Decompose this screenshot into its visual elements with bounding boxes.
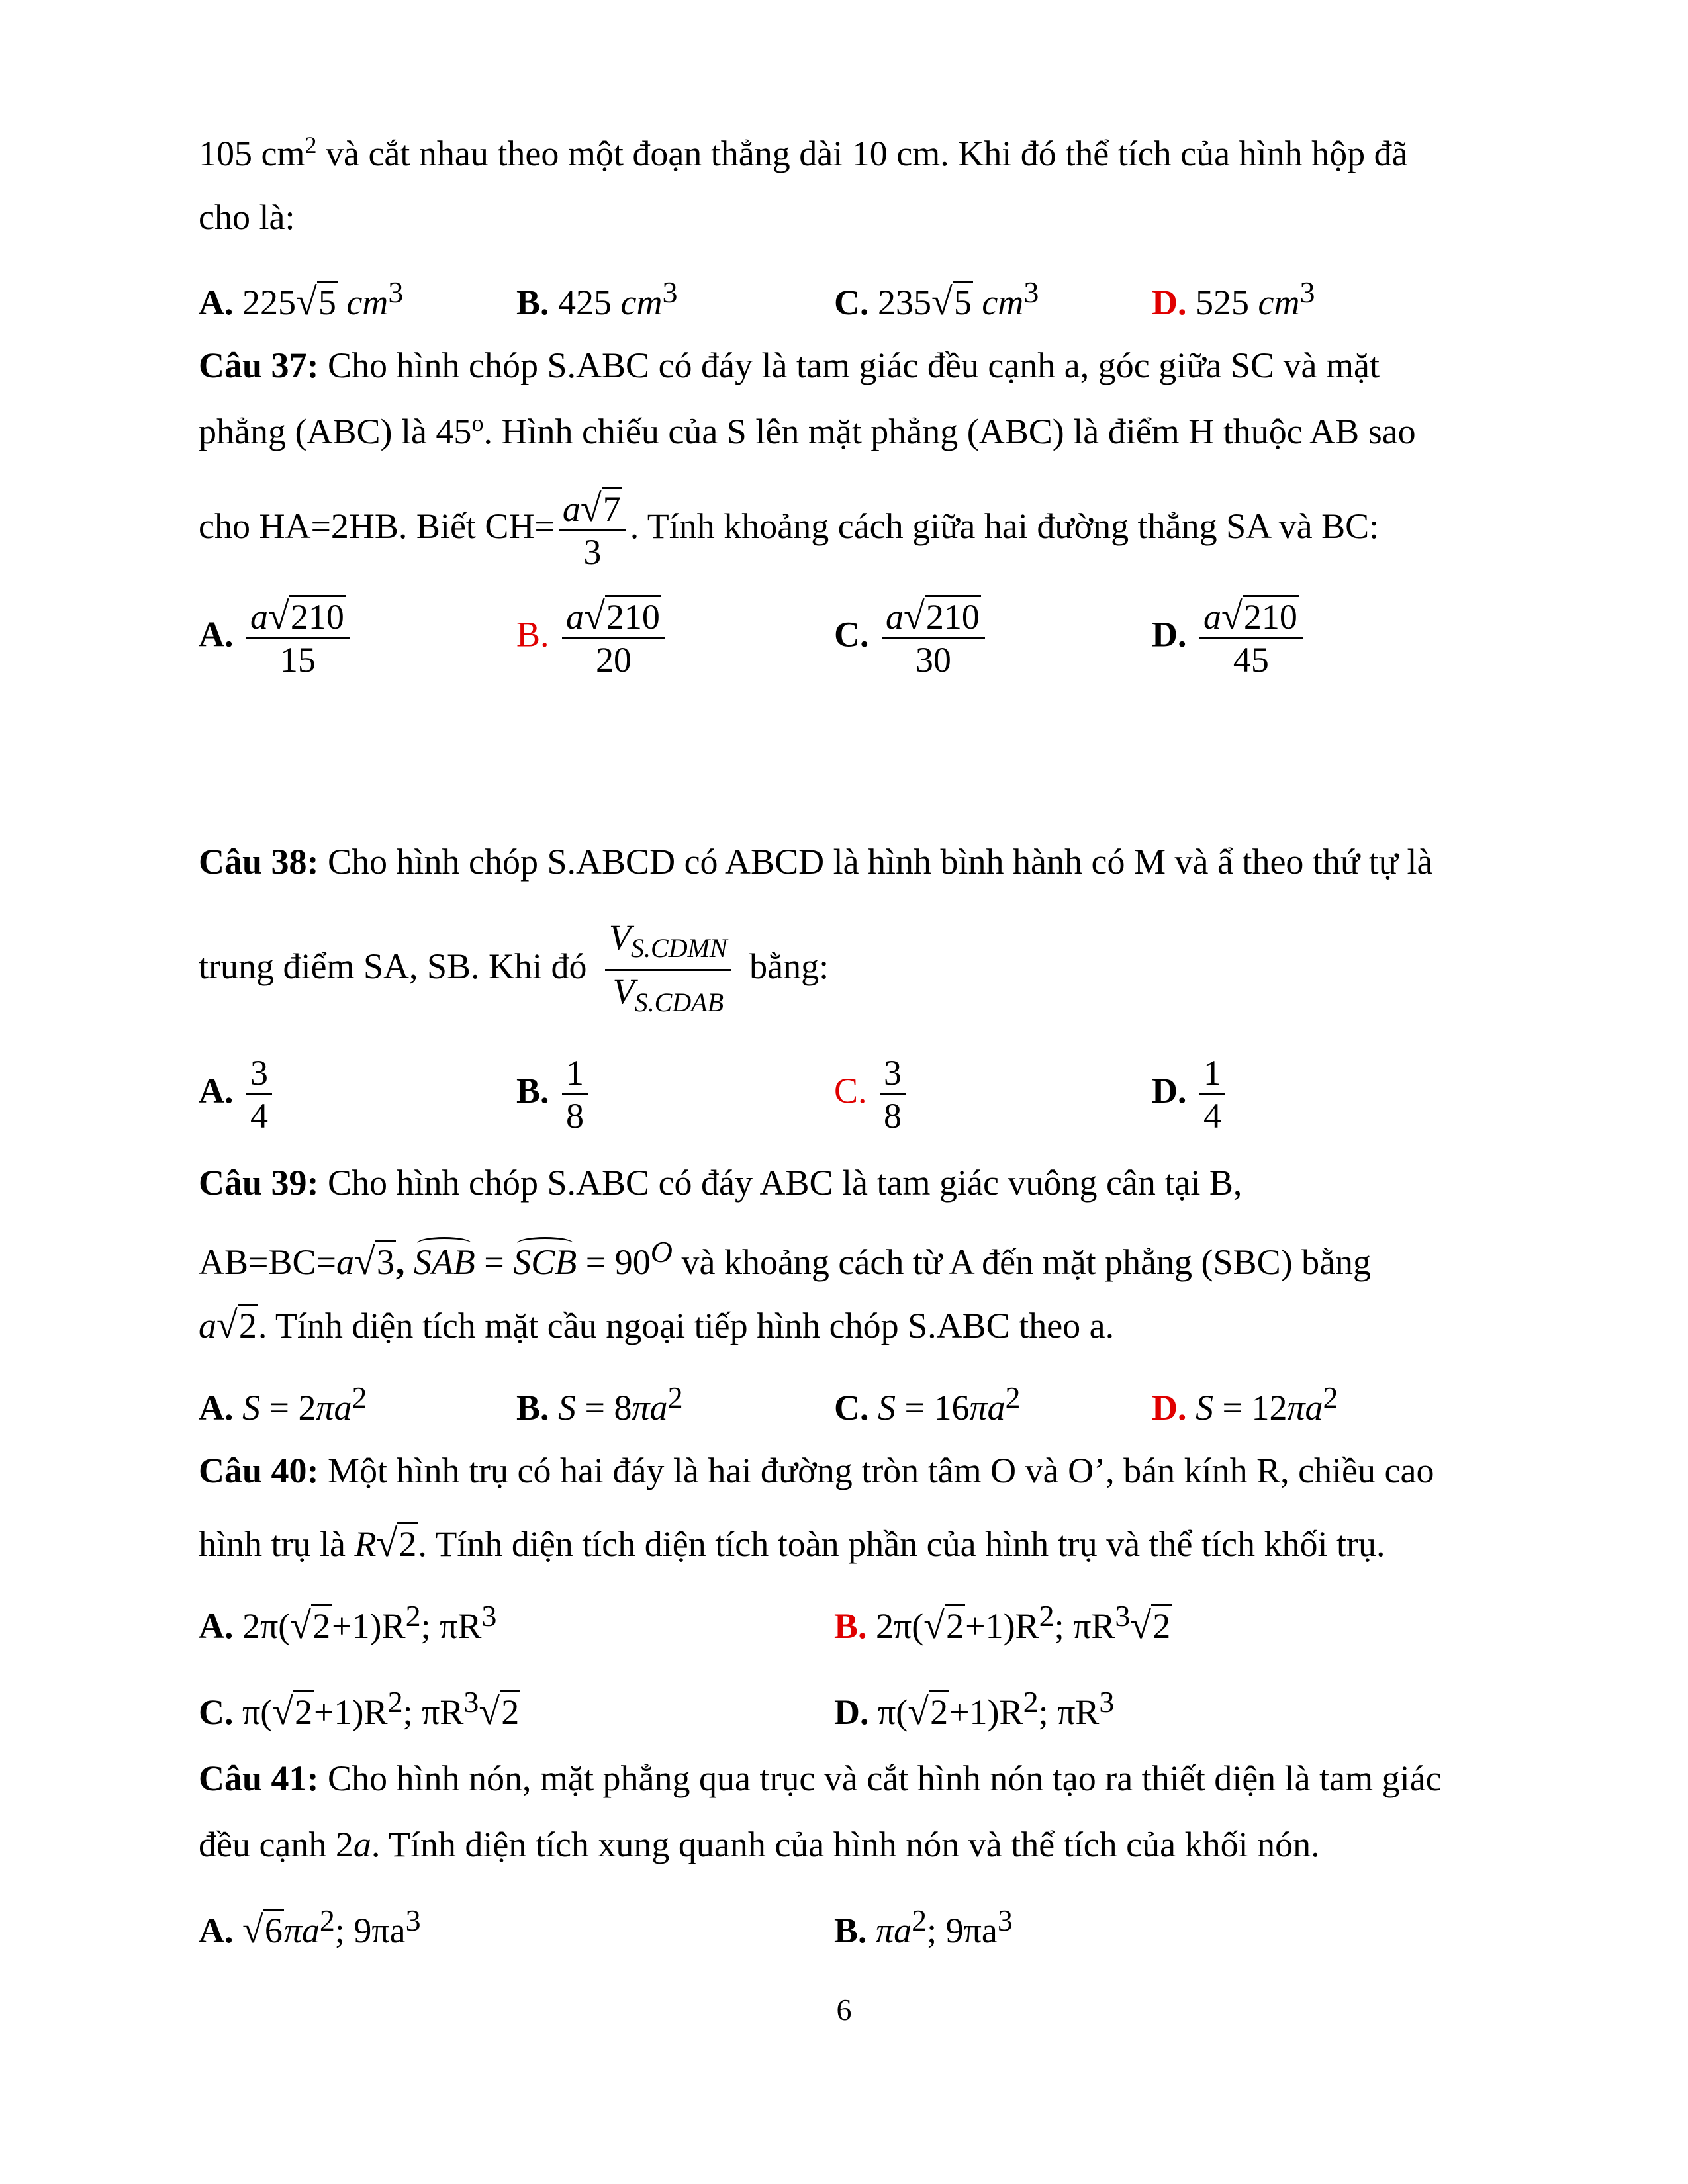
q37-option-c: C. $\frac{a√210}{30}$ bbox=[834, 596, 989, 680]
numerator: 3 bbox=[246, 1052, 272, 1095]
variable: S bbox=[558, 1388, 577, 1428]
option-label-correct: D. bbox=[1152, 1388, 1187, 1428]
question-text: . Tính diện tích xung quanh của hình nón và thể tích của khối nón. bbox=[371, 1825, 1320, 1864]
question-text: hình trụ là bbox=[199, 1524, 355, 1564]
expression: +1)R bbox=[965, 1606, 1039, 1646]
question-text: đều cạnh 2 bbox=[199, 1825, 353, 1864]
option-label: A. bbox=[199, 1606, 234, 1646]
option-label: C. bbox=[834, 614, 869, 655]
page-number: 6 bbox=[836, 1993, 852, 2026]
option-label: A. bbox=[199, 1070, 234, 1111]
option-label: A. bbox=[199, 614, 234, 655]
q36-option-d bbox=[1152, 271, 1315, 324]
denominator: 45 bbox=[1233, 640, 1269, 680]
radicand: 210 bbox=[1243, 595, 1299, 637]
option-value: 235 bbox=[878, 283, 931, 322]
option-label: B. bbox=[516, 1070, 549, 1111]
q38-option-b bbox=[516, 1052, 592, 1136]
q39-line-2: AB=BC=a√3, SAB = SCB = 90O và khoảng cách từ A đến mặt phẳng (SBC) bằng bbox=[199, 1235, 1372, 1283]
coefficient: 12 bbox=[1251, 1388, 1288, 1428]
exponent: 3 bbox=[1299, 275, 1315, 309]
option-value: 225 bbox=[242, 283, 296, 322]
exponent: 2 bbox=[1005, 1381, 1021, 1414]
question-text: AB=BC= bbox=[199, 1242, 336, 1282]
numerator: 1 bbox=[1199, 1052, 1225, 1095]
radicand: 2 bbox=[500, 1690, 520, 1732]
expression: ; πR bbox=[1054, 1606, 1115, 1646]
variable: a bbox=[250, 597, 268, 637]
exponent: 3 bbox=[388, 275, 404, 309]
option-label: C. bbox=[199, 1692, 234, 1732]
option-label-correct: B. bbox=[516, 614, 549, 655]
radicand: 2 bbox=[945, 1604, 965, 1646]
radicand: 210 bbox=[289, 595, 346, 637]
subscript: S.CDAB bbox=[634, 987, 724, 1017]
angle-sab: SAB bbox=[413, 1242, 475, 1282]
punctuation: , bbox=[395, 1242, 405, 1282]
radicand: 2 bbox=[311, 1604, 332, 1646]
exponent: 3 bbox=[463, 1685, 479, 1719]
question-text: Cho hình chóp S.ABC có đáy là tam giác đều cạnh a, góc giữa SC và mặt bbox=[318, 345, 1380, 385]
radicand: 2 bbox=[1151, 1604, 1172, 1646]
expression: ; 9πa bbox=[334, 1911, 406, 1950]
option-label-correct: D. bbox=[1152, 283, 1187, 322]
expression: +1)R bbox=[332, 1606, 406, 1646]
q39-option-a: A. S = 2πa2 bbox=[199, 1381, 367, 1428]
exponent: 3 bbox=[662, 275, 678, 309]
q37-line-3 bbox=[199, 477, 1536, 576]
variable: V bbox=[612, 972, 635, 1012]
radical: √5 bbox=[296, 280, 336, 323]
exponent: 2 bbox=[319, 1903, 335, 1937]
option-label: A. bbox=[199, 1911, 234, 1950]
denominator: 20 bbox=[595, 640, 632, 680]
question-text: phẳng (ABC) là 45 bbox=[199, 412, 472, 451]
coefficient: 16 bbox=[933, 1388, 970, 1428]
option-label: B. bbox=[834, 1911, 867, 1950]
question-text: bằng: bbox=[749, 946, 829, 986]
expression: +1)R bbox=[314, 1692, 388, 1732]
intro-text: cho là: bbox=[199, 197, 295, 237]
q40-option-d: D. π(√2+1)R2; πR3 bbox=[834, 1685, 1115, 1733]
radical: √5 bbox=[931, 280, 972, 323]
option-label: D. bbox=[1152, 1070, 1187, 1111]
q39-option-b: B. S = 8πa2 bbox=[516, 1381, 683, 1428]
question-text: . Hình chiếu của S lên mặt phẳng (ABC) là điểm H thuộc AB sao bbox=[483, 412, 1416, 451]
unit: cm bbox=[620, 283, 663, 322]
q37-option-d: D. $\frac{a√210}{45}$ bbox=[1152, 596, 1307, 680]
q38-option-d bbox=[1152, 1052, 1229, 1136]
expression: π( bbox=[242, 1692, 273, 1732]
ch-fraction: $\frac{a√7}{3}$ bbox=[559, 488, 626, 572]
radicand: 3 bbox=[375, 1240, 396, 1282]
expression: πa bbox=[283, 1911, 320, 1950]
coefficient: 8 bbox=[614, 1388, 632, 1428]
degree-superscript: o bbox=[471, 410, 484, 436]
question-text: . Tính diện tích diện tích toàn phần của hình trụ và thể tích khối trụ. bbox=[418, 1524, 1385, 1564]
option-label: C. bbox=[834, 283, 869, 322]
q37-option-a: A. $\frac{a√210}{15}$ bbox=[199, 596, 353, 680]
numerator: 3 bbox=[880, 1052, 906, 1095]
variable: S bbox=[878, 1388, 896, 1428]
expression: ; 9πa bbox=[927, 1911, 998, 1950]
q39-line-1 bbox=[199, 1161, 1536, 1204]
q36-option-a bbox=[199, 271, 403, 324]
exponent: 2 bbox=[667, 1381, 683, 1414]
denominator: 4 bbox=[250, 1096, 268, 1136]
q39-option-c: C. S = 16πa2 bbox=[834, 1381, 1021, 1428]
subscript: S.CDMN bbox=[631, 933, 727, 964]
unit: cm bbox=[346, 283, 389, 322]
option-label-correct: B. bbox=[834, 1606, 867, 1646]
question-text: Một hình trụ có hai đáy là hai đường tròn tâm O và O’, bán kính R, chiều cao bbox=[318, 1451, 1434, 1490]
intro-line-2 bbox=[199, 196, 1536, 238]
q37-option-b: B. $\frac{a√210}{20}$ bbox=[516, 596, 669, 680]
exponent: 2 bbox=[1023, 1685, 1039, 1719]
question-text: trung điểm SA, SB. Khi đó bbox=[199, 946, 587, 986]
denominator: 8 bbox=[566, 1096, 585, 1136]
denominator: 4 bbox=[1203, 1096, 1221, 1136]
option-label: B. bbox=[516, 1388, 549, 1428]
option-label: D. bbox=[834, 1692, 869, 1732]
expression: 2π( bbox=[876, 1606, 924, 1646]
radicand: 2 bbox=[293, 1690, 314, 1732]
q41-option-b bbox=[834, 1899, 1013, 1952]
exponent: 3 bbox=[1115, 1599, 1131, 1633]
q36-option-c bbox=[834, 271, 1039, 324]
unit: cm bbox=[982, 283, 1024, 322]
option-label: C. bbox=[834, 1388, 869, 1428]
expression: +1)R bbox=[949, 1692, 1023, 1732]
option-label: A. bbox=[199, 1388, 234, 1428]
radicand: 2 bbox=[929, 1690, 949, 1732]
question-number: Câu 41: bbox=[199, 1758, 319, 1798]
variable: a bbox=[199, 1306, 216, 1345]
coefficient: 2 bbox=[298, 1388, 316, 1428]
variable: a bbox=[1203, 597, 1221, 637]
expression: 2π( bbox=[242, 1606, 291, 1646]
degree-superscript: O bbox=[650, 1235, 673, 1269]
q40-line-1 bbox=[199, 1449, 1536, 1492]
question-text: . Tính diện tích mặt cầu ngoại tiếp hình chóp S.ABC theo a. bbox=[258, 1306, 1115, 1345]
q40-option-a: A. 2π(√2+1)R2; πR3 bbox=[199, 1599, 497, 1647]
question-number: Câu 37: bbox=[199, 345, 319, 385]
intro-text: và cắt nhau theo một đoạn thẳng dài 10 cm. Khi đó thể tích của hình hộp đã bbox=[316, 134, 1408, 173]
question-text: Cho hình chóp S.ABCD có ABCD là hình bình hành có M và ẩ theo thứ tự là bbox=[318, 842, 1433, 882]
exponent: 2 bbox=[387, 1685, 403, 1719]
option-label: B. bbox=[516, 283, 549, 322]
q39-line-3: a√2. Tính diện tích mặt cầu ngoại tiếp hình chóp S.ABC theo a. bbox=[199, 1303, 1115, 1346]
radicand: 6 bbox=[263, 1909, 284, 1950]
q38-line-1 bbox=[199, 841, 1536, 883]
radicand: 5 bbox=[317, 281, 338, 322]
option-value: 425 bbox=[558, 283, 612, 322]
variable: V bbox=[609, 917, 632, 958]
exponent: 3 bbox=[481, 1599, 497, 1633]
variable: a bbox=[336, 1242, 354, 1282]
q40-option-c: C. π(√2+1)R2; πR3√2 bbox=[199, 1685, 520, 1733]
question-number: Câu 38: bbox=[199, 842, 319, 882]
q41-line-1 bbox=[199, 1757, 1536, 1799]
equals-sign: = bbox=[484, 1242, 504, 1282]
volume-ratio bbox=[605, 917, 731, 1023]
variable: R bbox=[354, 1524, 377, 1564]
radicand: 210 bbox=[925, 595, 981, 637]
q38-option-c bbox=[834, 1052, 910, 1136]
question-text: Cho hình nón, mặt phẳng qua trục và cắt hình nón tạo ra thiết diện là tam giác bbox=[318, 1758, 1442, 1798]
option-label-correct: C. bbox=[834, 1070, 867, 1111]
question-number: Câu 40: bbox=[199, 1451, 319, 1490]
q37-line-2 bbox=[199, 410, 1536, 453]
unit: cm bbox=[1258, 283, 1300, 322]
intro-line-1 bbox=[199, 132, 1536, 175]
exponent: 3 bbox=[405, 1903, 421, 1937]
denominator: 15 bbox=[279, 640, 316, 680]
option-value: 525 bbox=[1196, 283, 1249, 322]
superscript: 2 bbox=[305, 132, 317, 158]
radicand: 210 bbox=[605, 595, 661, 637]
radicand: 7 bbox=[602, 487, 622, 529]
q38-option-a bbox=[199, 1052, 276, 1136]
expression: ; πR bbox=[402, 1692, 464, 1732]
question-text: và khoảng cách từ A đến mặt phẳng (SBC) bằng bbox=[672, 1242, 1372, 1282]
q38-line-2 bbox=[199, 907, 1536, 1026]
equals-sign: = bbox=[585, 1242, 606, 1282]
exponent: 2 bbox=[1323, 1381, 1338, 1414]
numerator: 1 bbox=[562, 1052, 588, 1095]
q41-option-a: A. √6πa2; 9πa3 bbox=[199, 1903, 421, 1951]
angle-value: 90 bbox=[614, 1242, 651, 1282]
expression: π( bbox=[878, 1692, 908, 1732]
q39-option-d: D. S = 12πa2 bbox=[1152, 1381, 1338, 1428]
exponent: 3 bbox=[1099, 1685, 1115, 1719]
expression: πa bbox=[876, 1911, 912, 1950]
exponent: 2 bbox=[405, 1599, 421, 1633]
exponent: 3 bbox=[997, 1903, 1013, 1937]
radicand: 5 bbox=[953, 281, 973, 322]
question-number: Câu 39: bbox=[199, 1163, 319, 1203]
variable: a bbox=[566, 597, 585, 637]
angle-scb: SCB bbox=[513, 1242, 577, 1282]
q37-line-1 bbox=[199, 344, 1536, 387]
denominator: 3 bbox=[583, 531, 602, 572]
denominator: 8 bbox=[884, 1096, 902, 1136]
variable: a bbox=[353, 1825, 371, 1864]
intro-text: 105 cm bbox=[199, 134, 305, 173]
variable: a bbox=[886, 597, 904, 637]
radicand: 2 bbox=[397, 1522, 418, 1564]
expression: ; πR bbox=[420, 1606, 482, 1646]
exponent: 3 bbox=[1023, 275, 1039, 309]
radicand: 2 bbox=[238, 1304, 258, 1345]
q40-option-b: B. 2π(√2+1)R2; πR3√2 bbox=[834, 1599, 1171, 1647]
variable: S bbox=[242, 1388, 260, 1428]
expression: ; πR bbox=[1038, 1692, 1100, 1732]
question-text: Cho hình chóp S.ABC có đáy ABC là tam giác vuông cân tại B, bbox=[318, 1163, 1243, 1203]
exponent: 2 bbox=[912, 1903, 927, 1937]
exponent: 2 bbox=[352, 1381, 367, 1414]
q41-line-2 bbox=[199, 1823, 1536, 1866]
q40-line-2: hình trụ là R√2. Tính diện tích diện tích toàn phần của hình trụ và thể tích khối trụ. bbox=[199, 1522, 1385, 1565]
question-text: cho HA=2HB. Biết CH= bbox=[199, 506, 555, 546]
option-label: A. bbox=[199, 283, 234, 322]
variable: a bbox=[562, 488, 581, 529]
denominator: 30 bbox=[915, 640, 951, 680]
variable: S bbox=[1196, 1388, 1213, 1428]
q36-option-b bbox=[516, 271, 678, 324]
question-text: . Tính khoảng cách giữa hai đường thẳng SA và BC: bbox=[630, 506, 1380, 546]
option-label: D. bbox=[1152, 614, 1187, 655]
exponent: 2 bbox=[1039, 1599, 1055, 1633]
